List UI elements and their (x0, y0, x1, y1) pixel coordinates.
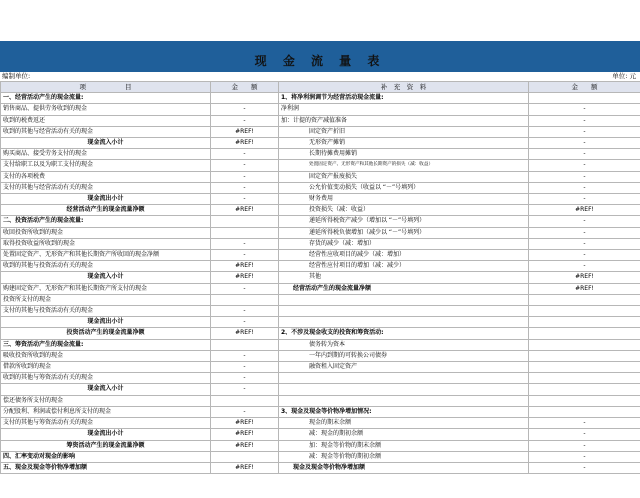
table-row (1, 373, 640, 384)
item-cell[interactable]: 支付的其他与投资活动有关的现金 (1, 306, 211, 317)
amount-cell[interactable]: #REF! (211, 440, 279, 451)
amount-cell[interactable]: - (211, 317, 279, 328)
supplement-cell[interactable] (279, 395, 529, 406)
supplement-cell[interactable]: 现金的期末余额 (279, 418, 529, 429)
item-cell[interactable]: 筹资活动产生的现金流量净额 (1, 440, 211, 451)
amount-cell[interactable]: - (211, 406, 279, 417)
supplement-cell[interactable]: 1、将净利润调节为经营活动现金流量: (279, 93, 529, 104)
table-row (1, 149, 640, 160)
table-row (1, 328, 640, 339)
supplement-amount-cell[interactable] (529, 294, 640, 305)
header-supplement: 补 充 资 料 (279, 82, 529, 93)
amount-cell[interactable]: - (211, 160, 279, 171)
supplement-cell[interactable]: 减：现金等价物的期初余额 (279, 451, 529, 462)
supplement-amount-cell[interactable]: - (529, 194, 640, 205)
table-row (1, 306, 640, 317)
supplement-cell[interactable]: 长期待摊费用摊销 (279, 149, 529, 160)
amount-cell[interactable]: #REF! (211, 418, 279, 429)
amount-cell[interactable] (211, 216, 279, 227)
supplement-amount-cell[interactable]: - (529, 418, 640, 429)
supplement-cell[interactable]: 递延所得税资产减少（增加以 “－”号填列） (279, 216, 529, 227)
supplement-cell[interactable]: 2、不涉及现金收支的投资和筹资活动: (279, 328, 529, 339)
table-row (1, 138, 640, 149)
amount-cell[interactable] (211, 395, 279, 406)
supplement-cell[interactable] (279, 384, 529, 395)
supplement-cell[interactable]: 经营性应付项目的增加（减：减少） (279, 261, 529, 272)
supplement-cell[interactable]: 加：现金等价物的期末余额 (279, 440, 529, 451)
amount-cell[interactable]: - (211, 115, 279, 126)
amount-cell[interactable]: - (211, 384, 279, 395)
table-row (1, 362, 640, 373)
supplement-cell[interactable]: 经营活动产生的现金流量净额 (279, 283, 529, 294)
item-cell[interactable]: 购买商品、接受劳务支付的现金 (1, 149, 211, 160)
supplement-amount-cell[interactable]: - (529, 261, 640, 272)
supplement-amount-cell[interactable]: - (529, 440, 640, 451)
amount-cell[interactable]: - (211, 194, 279, 205)
supplement-amount-cell[interactable] (529, 406, 640, 417)
item-cell[interactable]: 销售商品、提供劳务收到的现金 (1, 104, 211, 115)
table-row (1, 440, 640, 451)
amount-cell[interactable]: - (211, 283, 279, 294)
table-row (1, 339, 640, 350)
supplement-cell[interactable]: 经营性应收项目的减少（减：增加） (279, 250, 529, 261)
supplement-amount-cell[interactable]: - (529, 238, 640, 249)
item-cell[interactable]: 收到的其他与投资活动有关的现金 (1, 261, 211, 272)
supplement-amount-cell[interactable]: - (529, 216, 640, 227)
header-supplement-amount: 金 额 (529, 82, 640, 93)
item-cell[interactable]: 现金流入小计 (1, 272, 211, 283)
supplement-cell[interactable]: 财务费用 (279, 194, 529, 205)
unit-label-left: 编制单位: (2, 72, 31, 80)
supplement-amount-cell[interactable]: - (529, 160, 640, 171)
supplement-cell[interactable]: 融资租入固定资产 (279, 362, 529, 373)
item-cell[interactable]: 一、经营活动产生的现金流量: (1, 93, 211, 104)
amount-cell[interactable]: #REF! (211, 429, 279, 440)
supplement-cell[interactable] (279, 306, 529, 317)
table-row (1, 294, 640, 305)
item-cell[interactable]: 现金流出小计 (1, 317, 211, 328)
table-row (1, 283, 640, 294)
amount-cell[interactable]: #REF! (211, 205, 279, 216)
header-item: 项 目 (1, 82, 211, 93)
table-row (1, 406, 640, 417)
item-cell[interactable]: 分配股利、利润或偿付利息所支付的现金 (1, 406, 211, 417)
supplement-amount-cell[interactable] (529, 350, 640, 361)
table-row (1, 115, 640, 126)
supplement-cell[interactable] (279, 373, 529, 384)
amount-cell[interactable] (211, 227, 279, 238)
table-row (1, 418, 640, 429)
supplement-cell[interactable]: 无形资产摊销 (279, 138, 529, 149)
table-row (1, 227, 640, 238)
table-row (1, 451, 640, 462)
supplement-amount-cell[interactable]: #REF! (529, 283, 640, 294)
item-cell[interactable]: 现金流入小计 (1, 384, 211, 395)
item-cell[interactable]: 现金流出小计 (1, 429, 211, 440)
table-row (1, 104, 640, 115)
amount-cell[interactable]: - (211, 306, 279, 317)
item-cell[interactable]: 处置固定资产、无形资产和其他长期资产所收回的现金净额 (1, 250, 211, 261)
supplement-amount-cell[interactable]: - (529, 171, 640, 182)
table-row (1, 261, 640, 272)
item-cell[interactable]: 投资活动产生的现金流量净额 (1, 328, 211, 339)
supplement-amount-cell[interactable]: - (529, 451, 640, 462)
supplement-cell[interactable] (279, 294, 529, 305)
supplement-cell[interactable]: 固定资产报废损失 (279, 171, 529, 182)
table-row (1, 126, 640, 137)
supplement-cell[interactable]: 公允价值变动损失（收益以 “－”号填列） (279, 182, 529, 193)
supplement-amount-cell[interactable]: - (529, 227, 640, 238)
supplement-amount-cell[interactable] (529, 362, 640, 373)
supplement-amount-cell[interactable]: - (529, 250, 640, 261)
supplement-cell[interactable]: 其他 (279, 272, 529, 283)
supplement-amount-cell[interactable]: - (529, 182, 640, 193)
supplement-cell[interactable]: 投资损失（减：收益） (279, 205, 529, 216)
table-row (1, 238, 640, 249)
table-row (1, 216, 640, 227)
table-row (1, 350, 640, 361)
supplement-cell[interactable]: 固定资产折旧 (279, 126, 529, 137)
supplement-amount-cell[interactable]: - (529, 429, 640, 440)
table-row (1, 182, 640, 193)
amount-cell[interactable]: #REF! (211, 138, 279, 149)
supplement-amount-cell[interactable]: #REF! (529, 272, 640, 283)
item-cell[interactable]: 收回投资所收到的现金 (1, 227, 211, 238)
item-cell[interactable]: 支付给职工以及为职工支付的现金 (1, 160, 211, 171)
item-cell[interactable]: 收到的其他与筹资活动有关的现金 (1, 373, 211, 384)
table-row (1, 171, 640, 182)
supplement-cell[interactable]: 加：计提的资产减值准备 (279, 115, 529, 126)
table-row (1, 395, 640, 406)
supplement-amount-cell[interactable]: - (529, 115, 640, 126)
supplement-cell[interactable]: 3、现金及现金等价物净增加情况: (279, 406, 529, 417)
header-row (1, 82, 640, 93)
item-cell[interactable]: 四、汇率变动对现金的影响 (1, 451, 211, 462)
amount-cell[interactable]: #REF! (211, 272, 279, 283)
supplement-amount-cell[interactable]: #REF! (529, 205, 640, 216)
amount-cell[interactable]: #REF! (211, 126, 279, 137)
supplement-cell[interactable]: 现金及现金等价物净增加额 (279, 462, 529, 473)
supplement-cell[interactable]: 处置固定资产、无形资产和其他长期资产的损失（减：收益） (279, 160, 529, 171)
item-cell[interactable]: 支付的其他与经营活动有关的现金 (1, 182, 211, 193)
supplement-cell[interactable]: 债务转为资本 (279, 339, 529, 350)
supplement-amount-cell[interactable] (529, 373, 640, 384)
table-row (1, 462, 640, 473)
item-cell[interactable]: 投资所支付的现金 (1, 294, 211, 305)
item-cell[interactable]: 支付的其他与筹资活动有关的现金 (1, 418, 211, 429)
item-cell[interactable]: 购建固定资产、无形资产和其他长期资产所支付的现金 (1, 283, 211, 294)
supplement-cell[interactable]: 减：现金的期初余额 (279, 429, 529, 440)
table-row (1, 317, 640, 328)
item-cell[interactable]: 吸收投资所收到的现金 (1, 350, 211, 361)
table-row (1, 160, 640, 171)
amount-cell[interactable]: - (211, 373, 279, 384)
table-row (1, 429, 640, 440)
header-amount: 金 额 (211, 82, 279, 93)
table-row (1, 205, 640, 216)
item-cell[interactable]: 借款所收到的现金 (1, 362, 211, 373)
supplement-amount-cell[interactable]: - (529, 149, 640, 160)
supplement-amount-cell[interactable] (529, 339, 640, 350)
amount-cell[interactable]: - (211, 149, 279, 160)
table-row (1, 194, 640, 205)
item-cell[interactable]: 经营活动产生的现金流量净额 (1, 205, 211, 216)
sheet-title: 现 金 流 量 表 (254, 54, 386, 68)
table-row (1, 384, 640, 395)
amount-cell[interactable]: #REF! (211, 261, 279, 272)
amount-cell[interactable]: - (211, 350, 279, 361)
item-cell[interactable]: 取得投资收益所收到的现金 (1, 238, 211, 249)
supplement-amount-cell[interactable] (529, 384, 640, 395)
supplement-cell[interactable] (279, 317, 529, 328)
supplement-cell[interactable]: 净利润 (279, 104, 529, 115)
item-cell[interactable]: 现金流出小计 (1, 194, 211, 205)
amount-cell[interactable] (211, 93, 279, 104)
item-cell[interactable]: 五、现金及现金等价物净增加额 (1, 462, 211, 473)
item-cell[interactable]: 三、筹资活动产生的现金流量: (1, 339, 211, 350)
supplement-cell[interactable]: 递延所得税负债增加（减少以 “－”号填列） (279, 227, 529, 238)
supplement-amount-cell[interactable] (529, 395, 640, 406)
item-cell[interactable]: 收到的其他与经营活动有关的现金 (1, 126, 211, 137)
amount-cell[interactable]: - (211, 171, 279, 182)
item-cell[interactable]: 二、投资活动产生的现金流量: (1, 216, 211, 227)
supplement-amount-cell[interactable] (529, 317, 640, 328)
amount-cell[interactable]: - (211, 250, 279, 261)
amount-cell[interactable] (211, 339, 279, 350)
supplement-amount-cell[interactable]: - (529, 462, 640, 473)
table-row (1, 272, 640, 283)
table-row (1, 93, 640, 104)
cashflow-table (0, 81, 640, 474)
amount-cell[interactable]: - (211, 104, 279, 115)
amount-cell[interactable]: - (211, 182, 279, 193)
table-row (1, 250, 640, 261)
amount-cell[interactable]: #REF! (211, 328, 279, 339)
item-cell[interactable]: 现金流入小计 (1, 138, 211, 149)
amount-cell[interactable] (211, 294, 279, 305)
item-cell[interactable]: 收到的税费返还 (1, 115, 211, 126)
unit-label-right: 单位: 元 (612, 72, 636, 80)
amount-cell[interactable]: - (211, 238, 279, 249)
supplement-cell[interactable]: 一年内到期的可转换公司债券 (279, 350, 529, 361)
supplement-amount-cell[interactable] (529, 306, 640, 317)
supplement-cell[interactable]: 存货的减少（减：增加） (279, 238, 529, 249)
item-cell[interactable]: 偿还债务所支付的现金 (1, 395, 211, 406)
supplement-amount-cell[interactable] (529, 93, 640, 104)
supplement-amount-cell[interactable]: - (529, 126, 640, 137)
amount-cell[interactable] (211, 451, 279, 462)
supplement-amount-cell[interactable] (529, 328, 640, 339)
item-cell[interactable]: 支付的各项税费 (1, 171, 211, 182)
supplement-amount-cell[interactable]: - (529, 138, 640, 149)
supplement-amount-cell[interactable]: - (529, 104, 640, 115)
amount-cell[interactable]: #REF! (211, 462, 279, 473)
amount-cell[interactable]: - (211, 362, 279, 373)
